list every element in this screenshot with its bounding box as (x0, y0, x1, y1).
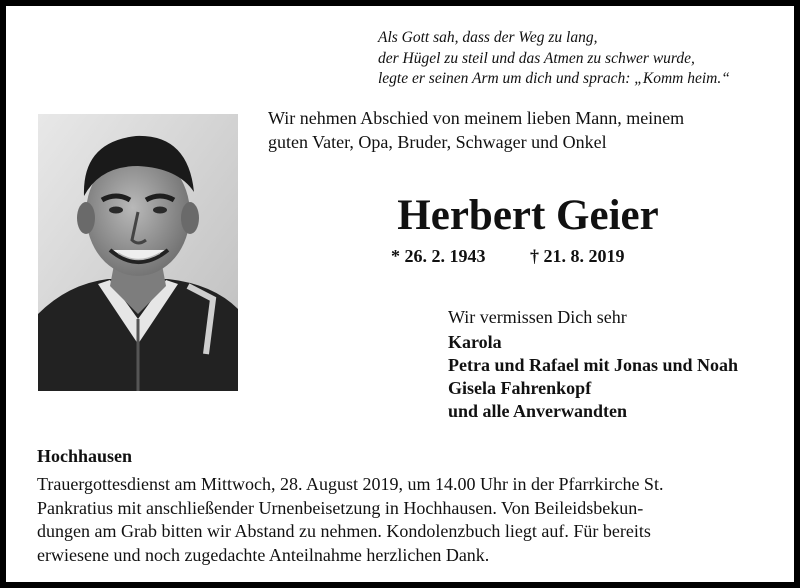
mourner-name: und alle Anverwandten (448, 401, 628, 421)
farewell-text (268, 106, 788, 154)
service-location: Hochhausen (37, 446, 133, 466)
poem-line: der Hügel zu steil und das Atmen zu schwer wurde, (378, 49, 695, 67)
service-line: dungen am Grab bitten wir Abstand zu nehmen. Kondolenzbuch liegt auf. Für bereits (37, 521, 651, 541)
portrait-illustration (38, 114, 238, 391)
mourner-name: Gisela Fahrenkopf (448, 378, 592, 398)
poem-line: legte er seinen Arm um dich und sprach: „Komm heim.“ (378, 70, 730, 87)
mourners-list (448, 331, 793, 423)
portrait-photo (38, 114, 238, 391)
memorial-poem (378, 28, 788, 90)
farewell-line: guten Vater, Opa, Bruder, Schwager und Onkel (268, 132, 607, 152)
mourner-name: Karola (448, 332, 502, 352)
mourners-heading: Wir vermissen Dich sehr (448, 307, 627, 327)
service-line: Trauergottesdienst am Mittwoch, 28. August 2019, um 14.00 Uhr in der Pfarrkirche St. (37, 474, 664, 494)
service-details (37, 473, 789, 567)
farewell-line: Wir nehmen Abschied von meinem lieben Mann, meinem (268, 108, 685, 128)
poem-line: Als Gott sah, dass der Weg zu lang, (378, 29, 598, 46)
birth-date: * 26. 2. 1943 (391, 246, 486, 266)
service-line: Pankratius mit anschließender Urnenbeisetzung in Hochhausen. Von Beileidsbekun- (37, 497, 644, 518)
service-line: erwiesene und noch zugedachte Anteilnahme herzlichen Dank. (37, 544, 490, 565)
death-date: † 21. 8. 2019 (530, 246, 625, 266)
deceased-name: Herbert Geier (397, 192, 659, 239)
mourner-name: Petra und Rafael mit Jonas und Noah (448, 355, 739, 375)
